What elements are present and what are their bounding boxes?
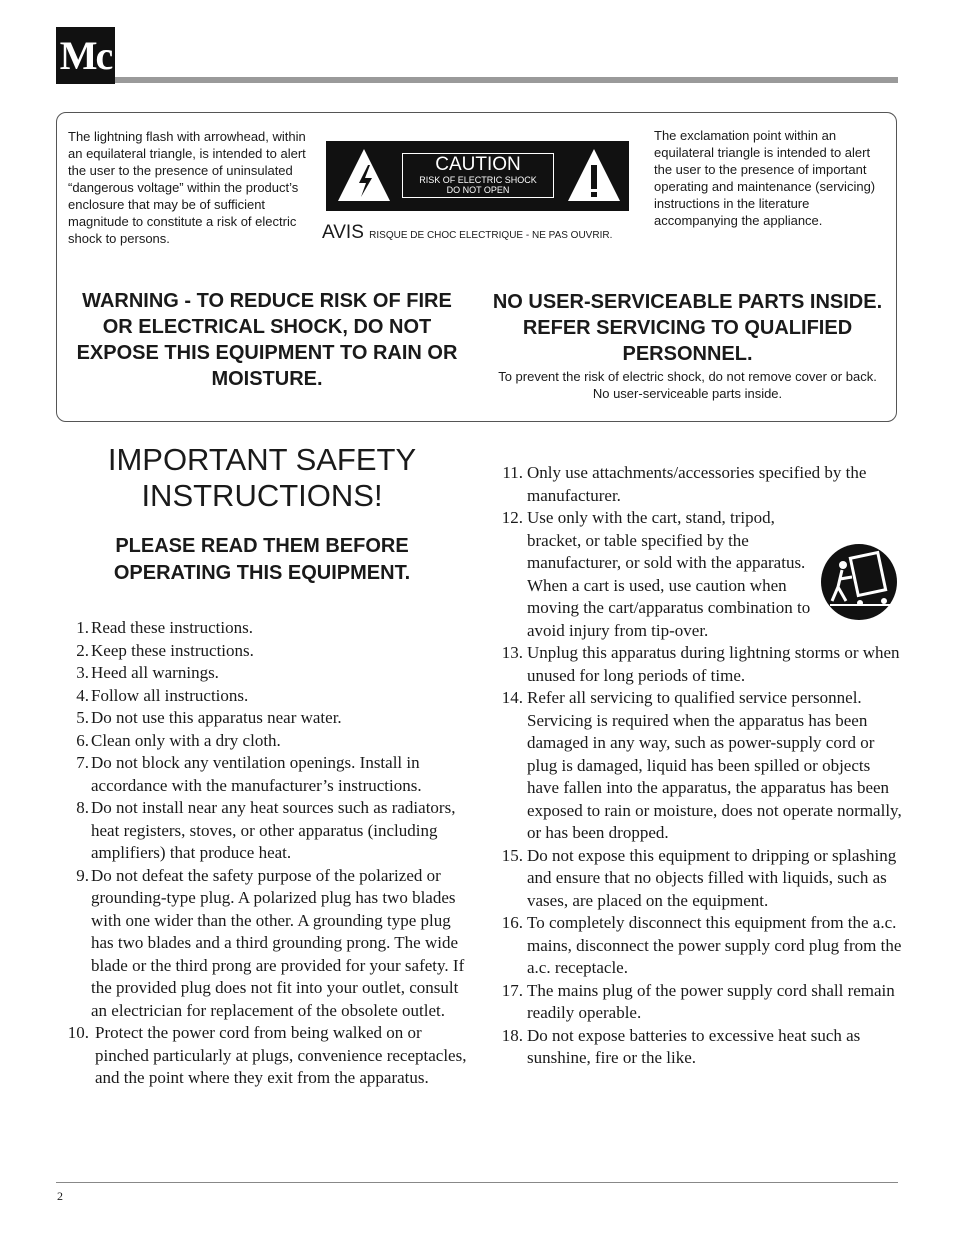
item-text: Do not expose batteries to excessive heat such as sunshine, fire or the like. xyxy=(527,1025,861,1067)
item-text: Only use attachments/accessories specified by the manufacturer. xyxy=(527,463,867,505)
item-number: 14. xyxy=(501,688,523,707)
item-number: 4. xyxy=(76,685,89,705)
item-text: Keep these instructions. xyxy=(91,640,254,660)
list-item xyxy=(60,685,470,708)
instructions-list-left xyxy=(60,617,470,1090)
page-title: IMPORTANT SAFETY INSTRUCTIONS! xyxy=(107,442,417,513)
exclamation-triangle-icon xyxy=(568,149,620,201)
footer-rule xyxy=(56,1182,898,1183)
item-number: 8. xyxy=(76,798,89,817)
item-text: Protect the power cord from being walked on or pinched particularly at plugs, convenience receptacles, and the point where they exit from the apparatus. xyxy=(95,1023,467,1087)
item-number: 2. xyxy=(76,640,89,660)
item-text: Do not use this apparatus near water. xyxy=(91,708,342,727)
caution-label xyxy=(326,141,629,211)
item-number: 16. xyxy=(501,913,523,932)
page-subtitle: PLEASE READ THEM BEFORE OPERATING THIS EQUIPMENT. xyxy=(113,535,411,584)
item-number: 11. xyxy=(502,463,523,482)
cart-tipover-warning-icon xyxy=(820,543,898,621)
item-number: 10. xyxy=(67,1023,89,1042)
item-text: To completely disconnect this equipment from the a.c. mains, disconnect the power supply cord plug from the a.c. receptacle. xyxy=(527,913,902,977)
item-number: 18. xyxy=(501,1025,523,1045)
warning-rain-moisture: WARNING - TO REDUCE RISK OF FIRE OR ELECTRICAL SHOCK, DO NOT EXPOSE THIS EQUIPMENT TO RAIN OR MOISTURE. xyxy=(76,290,458,390)
list-item xyxy=(60,797,470,865)
item-text: Heed all warnings. xyxy=(91,663,219,682)
avis-text: RISQUE DE CHOC ELECTRIQUE - NE PAS OUVRIR. xyxy=(369,230,613,241)
avis-line xyxy=(322,222,612,244)
list-item xyxy=(60,730,470,753)
list-item xyxy=(60,617,470,640)
header-rule xyxy=(115,77,898,83)
caution-do-not-open: DO NOT OPEN xyxy=(446,185,510,195)
warning-shock-note: To prevent the risk of electric shock, do not remove cover or back. No user-serviceable parts inside. xyxy=(498,369,877,401)
exclamation-explanation: The exclamation point within an equilateral triangle is intended to alert the user to the presence of important operating and maintenance (servicing) instructions in the literature accompanying the appliance. xyxy=(654,128,876,228)
caution-word: CAUTION xyxy=(435,154,521,175)
caution-word-box xyxy=(402,153,554,198)
item-text: Use only with the cart, stand, tripod, bracket, or table specified by the manufacturer, or sold with the apparatus. When a cart is used, use caution when moving the cart/apparatus combination to avoid injury from tip-over. xyxy=(527,508,811,640)
lightning-triangle-icon xyxy=(338,149,390,201)
item-number: 6. xyxy=(76,730,89,750)
list-item xyxy=(60,707,470,730)
item-number: 17. xyxy=(501,980,523,1000)
item-text: Follow all instructions. xyxy=(91,685,249,705)
item-text: Do not expose this equipment to dripping or splashing and ensure that no objects filled with liquids, such as vases, are placed on the equipment. xyxy=(527,845,897,910)
item-number: 1. xyxy=(76,618,89,637)
list-item xyxy=(492,687,902,845)
item-number: 5. xyxy=(76,708,89,727)
list-item xyxy=(60,752,470,797)
item-text: Do not block any ventilation openings. Install in accordance with the manufacturer’s instructions. xyxy=(91,753,422,795)
caution-risk-text: RISK OF ELECTRIC SHOCK xyxy=(419,175,537,185)
item-text: Refer all servicing to qualified service personnel. Servicing is required when the apparatus has been damaged in any way, such as power-supply cord or plug is damaged, liquid has been spilled or objects have fallen into the apparatus, the apparatus has been exposed to rain or moisture, does not operate normally, or has been dropped. xyxy=(527,688,902,842)
item-number: 13. xyxy=(501,643,523,662)
list-item xyxy=(60,640,470,663)
warning-no-serviceable-parts: NO USER-SERVICEABLE PARTS INSIDE. REFER SERVICING TO QUALIFIED PERSONNEL. xyxy=(492,291,883,365)
item-text: Unplug this apparatus during lightning storms or when unused for long periods of time. xyxy=(527,643,900,685)
item-text: Do not install near any heat sources such as radiators, heat registers, stoves, or other apparatus (including amplifiers) that produce heat. xyxy=(91,798,456,862)
item-text: Do not defeat the safety purpose of the polarized or grounding-type plug. A polarized plug has two blades with one wider than the other. A grounding type plug has two blades and a third grounding prong. The wide blade or the third prong are provided for your safety. If the provided plug does not fit into your outlet, consult an electrician for replacement of the obsolete outlet. xyxy=(91,865,465,1020)
item-text: The mains plug of the power supply cord shall remain readily operable. xyxy=(527,980,895,1022)
list-item xyxy=(60,662,470,685)
item-number: 12. xyxy=(501,508,523,527)
item-number: 9. xyxy=(76,865,89,885)
item-number: 15. xyxy=(501,845,523,865)
lightning-explanation: The lightning flash with arrowhead, within an equilateral triangle, is intended to alert the user to the presence of uninsulated “dangerous voltage” within the product’s enclosure that may be of sufficient magnitude to constitute a risk of electric shock to persons. xyxy=(68,129,306,246)
list-item xyxy=(492,462,902,507)
item-text: Clean only with a dry cloth. xyxy=(91,730,281,750)
item-text: Read these instructions. xyxy=(91,618,253,637)
mcintosh-logo: Mc xyxy=(56,27,115,84)
list-item xyxy=(492,642,902,687)
item-number: 7. xyxy=(76,753,89,772)
avis-word: AVIS xyxy=(322,222,364,243)
list-item xyxy=(492,845,902,913)
list-item xyxy=(492,1025,902,1070)
list-item xyxy=(60,865,470,1023)
list-item xyxy=(492,912,902,980)
list-item xyxy=(492,980,902,1025)
page-number: 2 xyxy=(57,1189,63,1203)
item-number: 3. xyxy=(76,663,89,682)
list-item xyxy=(60,1022,470,1090)
